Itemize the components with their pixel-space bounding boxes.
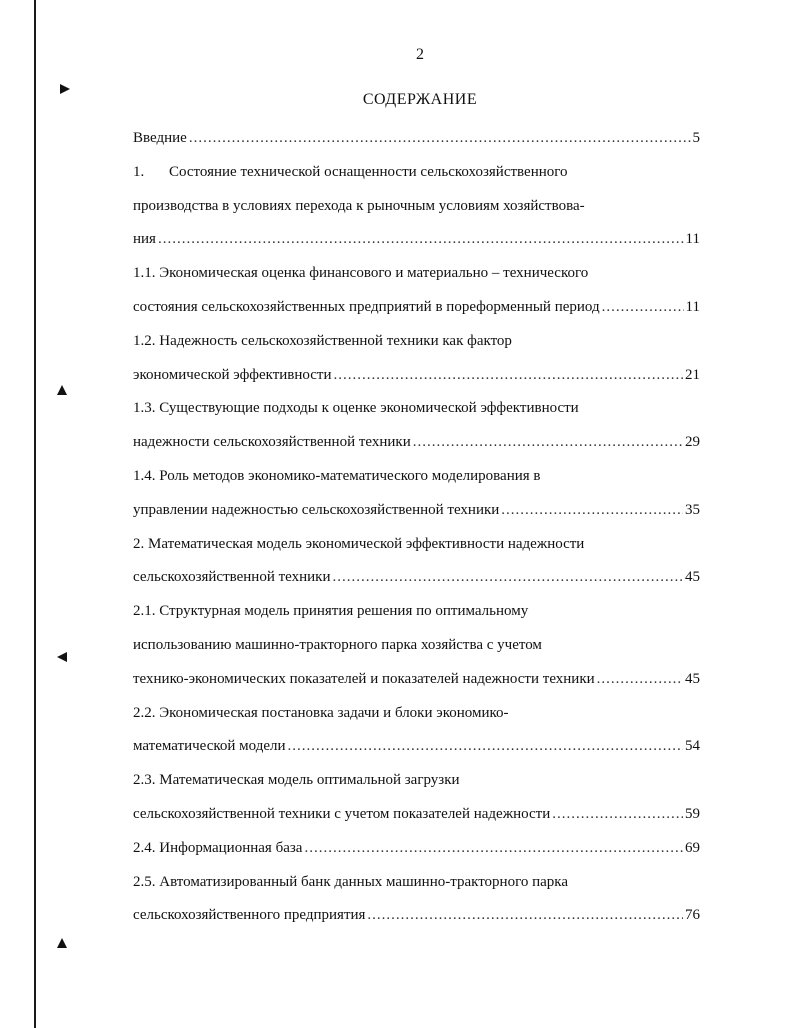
- dot-leader: [334, 359, 683, 393]
- toc-page-number: 21: [685, 366, 700, 383]
- toc-line: [133, 866, 700, 900]
- toc-page-number: 11: [685, 231, 700, 248]
- margin-arrow-left-icon: [57, 652, 67, 662]
- toc-entry-title: Введние: [133, 130, 187, 146]
- dot-leader: [288, 730, 683, 764]
- toc-line: [133, 629, 700, 663]
- dot-leader: [333, 561, 684, 595]
- toc-page-number: 45: [685, 569, 700, 586]
- dot-leader: [413, 426, 683, 460]
- toc-line: [133, 595, 700, 629]
- dot-leader: [189, 122, 691, 156]
- toc-line: [133, 426, 700, 460]
- toc-entry-title: 2.4. Информационная база: [133, 839, 303, 856]
- toc-line: [133, 257, 700, 291]
- toc-line: [133, 832, 700, 866]
- dot-leader: [367, 899, 683, 933]
- toc-text: 1.3. Существующие подходы к оценке экономической эффективности: [133, 400, 579, 417]
- toc-page-number: 29: [685, 434, 700, 451]
- toc-line: [133, 291, 700, 325]
- dot-leader: [552, 798, 683, 832]
- toc-text: Состояние технической оснащенности сельскохозяйственного: [169, 163, 568, 180]
- toc-entry-title: математической модели: [133, 738, 286, 755]
- dot-leader: [501, 494, 683, 528]
- dot-leader: [304, 832, 683, 866]
- toc-entry-title: ния: [133, 231, 156, 248]
- toc-line: [133, 190, 700, 224]
- toc-line: [133, 561, 700, 595]
- page-title: СОДЕРЖАНИЕ: [362, 91, 478, 108]
- toc-entry-title: технико-экономических показателей и показателей надежности техники: [133, 670, 595, 687]
- toc-entry-title: управлении надежностью сельскохозяйственной техники: [133, 501, 500, 518]
- toc-text: 2.2. Экономическая постановка задачи и блоки экономико-: [133, 704, 509, 721]
- toc-line: [133, 122, 700, 156]
- toc-line: [133, 798, 700, 832]
- margin-arrow-up-icon: [57, 385, 67, 395]
- toc-text: 1.2. Надежность сельскохозяйственной техники как фактор: [133, 332, 512, 349]
- toc-page-number: 5: [692, 130, 700, 146]
- toc-line: [133, 730, 700, 764]
- toc-entry-title: сельскохозяйственного предприятия: [133, 907, 366, 924]
- toc-line: [133, 223, 700, 257]
- toc-entry-title: экономической эффективности: [133, 366, 332, 383]
- toc-text: производства в условиях перехода к рыночным условиям хозяйствова-: [133, 197, 585, 214]
- margin-arrow-up-icon: [57, 938, 67, 948]
- toc-line: [133, 528, 700, 562]
- toc-page-number: 45: [685, 670, 700, 687]
- toc-line: [133, 392, 700, 426]
- toc-page-number: 76: [685, 907, 700, 924]
- toc-page-number: 54: [685, 738, 700, 755]
- dot-leader: [158, 223, 684, 257]
- toc-line: [133, 156, 700, 190]
- toc-text: 2.1. Структурная модель принятия решения по оптимальному: [133, 603, 529, 620]
- toc-page-number: 59: [685, 805, 700, 822]
- toc-line: [133, 460, 700, 494]
- toc-line: [133, 663, 700, 697]
- toc-text: 1.1. Экономическая оценка финансового и материально – технического: [133, 265, 589, 282]
- toc-line: [133, 359, 700, 393]
- toc-text: 2.3. Математическая модель оптимальной загрузки: [133, 772, 460, 789]
- toc-text: 2.5. Автоматизированный банк данных машинно-тракторного парка: [133, 873, 569, 890]
- toc-line: [133, 325, 700, 359]
- table-of-contents: [133, 122, 700, 933]
- toc-text: использованию машинно-тракторного парка хозяйства с учетом: [133, 636, 542, 653]
- toc-text: 2. Математическая модель экономической эффективности надежности: [133, 535, 585, 552]
- section-number: 1.: [133, 163, 145, 180]
- toc-entry-title: сельскохозяйственной техники с учетом показателей надежности: [133, 805, 551, 822]
- scan-border-line: [34, 0, 36, 1028]
- page-number: 2: [416, 46, 424, 63]
- toc-entry-title: состояния сельскохозяйственных предприятий в пореформенный период: [133, 298, 600, 315]
- dot-leader: [602, 291, 684, 325]
- toc-line: [133, 697, 700, 731]
- toc-entry-title: сельскохозяйственной техники: [133, 569, 331, 586]
- toc-line: [133, 899, 700, 933]
- toc-page-number: 35: [685, 501, 700, 518]
- toc-text: 1.4. Роль методов экономико-математического моделирования в: [133, 467, 541, 484]
- toc-entry-title: надежности сельскохозяйственной техники: [133, 434, 411, 451]
- dot-leader: [597, 663, 683, 697]
- toc-page-number: 69: [685, 839, 700, 856]
- toc-page-number: 11: [685, 298, 700, 315]
- toc-line: [133, 764, 700, 798]
- toc-line: [133, 494, 700, 528]
